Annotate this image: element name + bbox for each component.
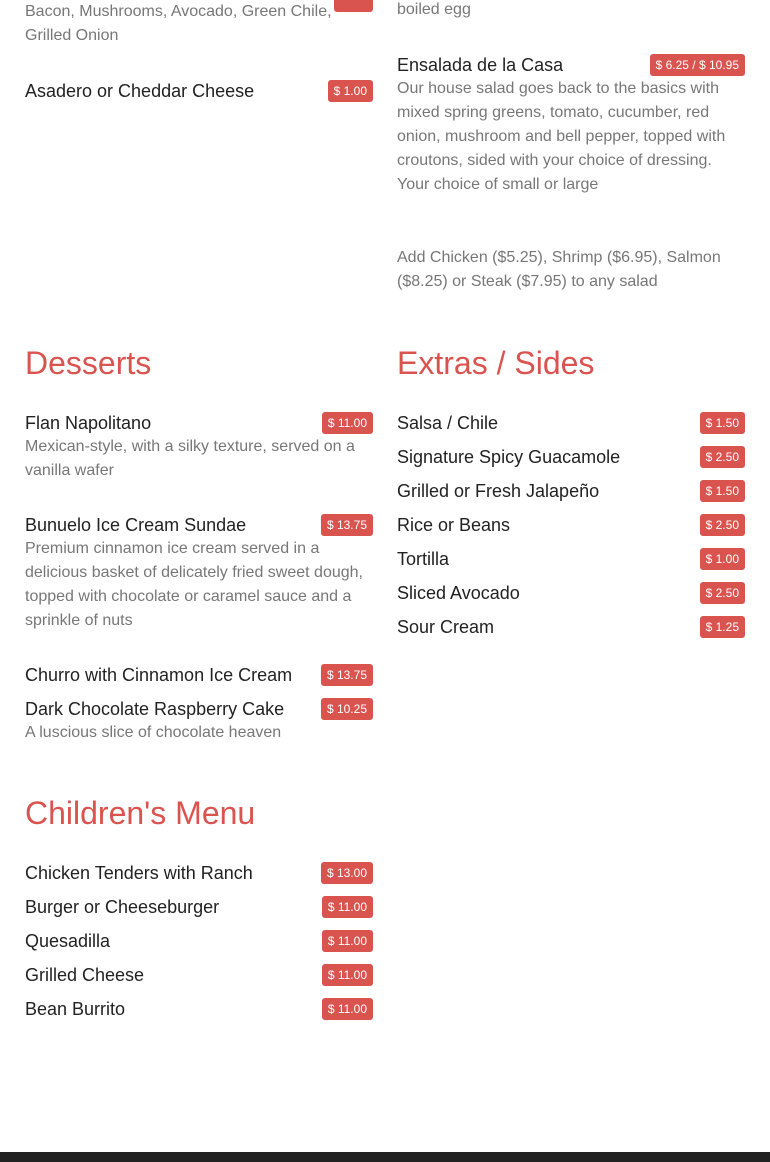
item-name: Asadero or Cheddar Cheese — [25, 81, 255, 101]
menu-item — [25, 663, 373, 687]
menu-item — [25, 513, 373, 633]
price-badge: $ 2.50 — [700, 582, 745, 604]
price-badge: $ 13.75 — [321, 664, 373, 686]
menu-item — [25, 861, 373, 885]
item-description: Mexican-style, with a silky texture, served on a vanilla wafer — [25, 438, 355, 479]
price-badge: $ 1.50 — [700, 412, 745, 434]
price-badge: $ 11.00 — [322, 896, 373, 918]
menu-item — [25, 697, 373, 745]
price-badge: $ 11.00 — [322, 964, 373, 986]
previous-item-description: Bacon, Mushrooms, Avocado, Green Chile, Grilled Onion — [25, 3, 332, 44]
price-badge: $ 11.00 — [322, 930, 373, 952]
menu-item — [25, 411, 373, 483]
price-badge: $ 13.00 — [321, 862, 373, 884]
menu-item — [397, 411, 745, 435]
price-badge: $ 13.75 — [321, 514, 373, 536]
item-name: Churro with Cinnamon Ice Cream — [25, 665, 293, 685]
menu-item — [25, 895, 373, 919]
previous-item-description: boiled egg — [397, 1, 471, 18]
price-badge — [334, 0, 373, 12]
menu-item — [397, 615, 745, 639]
item-description: Our house salad goes back to the basics with mixed spring greens, tomato, cucumber, red onion, mushroom and bell pepper, topped with croutons, sided with your choice of dressing. Your choice of small or large — [397, 80, 726, 193]
item-description: A luscious slice of chocolate heaven — [25, 724, 282, 741]
price-badge: $ 1.50 — [700, 480, 745, 502]
price-badge: $ 1.00 — [328, 80, 373, 102]
price-badge: $ 1.00 — [700, 548, 745, 570]
item-name: Grilled Cheese — [25, 965, 145, 985]
price-badge: $ 10.25 — [321, 698, 373, 720]
salad-addon-note: Add Chicken ($5.25), Shrimp ($6.95), Salmon ($8.25) or Steak ($7.95) to any salad — [397, 249, 721, 290]
item-name: Grilled or Fresh Jalapeño — [397, 481, 600, 501]
item-name: Flan Napolitano — [25, 413, 152, 433]
item-name: Burger or Cheeseburger — [25, 897, 220, 917]
item-name: Quesadilla — [25, 931, 111, 951]
item-name: Rice or Beans — [397, 515, 511, 535]
menu-item — [397, 513, 745, 537]
menu-item — [397, 53, 745, 197]
menu-item — [25, 79, 373, 103]
menu-item — [397, 479, 745, 503]
menu-item — [25, 929, 373, 953]
item-name: Chicken Tenders with Ranch — [25, 863, 253, 883]
item-name: Tortilla — [397, 549, 450, 569]
item-name: Sliced Avocado — [397, 583, 520, 603]
item-description: Premium cinnamon ice cream served in a delicious basket of delicately fried sweet dough, topped with chocolate or caramel sauce and a sprinkle of nuts — [25, 540, 363, 629]
section-title-extras-sides: Extras / Sides — [397, 345, 595, 381]
menu-item — [25, 963, 373, 987]
item-name: Bean Burrito — [25, 999, 126, 1019]
price-badge: $ 2.50 — [700, 446, 745, 468]
item-name: Bunuelo Ice Cream Sundae — [25, 515, 247, 535]
item-name: Signature Spicy Guacamole — [397, 447, 621, 467]
section-title-childrens-menu: Children's Menu — [25, 795, 256, 831]
price-badge: $ 2.50 — [700, 514, 745, 536]
section-title-desserts: Desserts — [25, 345, 152, 381]
item-name: Ensalada de la Casa — [397, 55, 564, 75]
price-badge: $ 11.00 — [322, 998, 373, 1020]
menu-item — [397, 445, 745, 469]
price-badge: $ 11.00 — [322, 412, 373, 434]
item-name: Sour Cream — [397, 617, 495, 637]
menu-item — [25, 997, 373, 1021]
item-name: Salsa / Chile — [397, 413, 499, 433]
menu-item — [397, 581, 745, 605]
menu-item — [397, 547, 745, 571]
footer-bar — [0, 1152, 770, 1162]
item-name: Dark Chocolate Raspberry Cake — [25, 699, 285, 719]
price-badge: $ 6.25 / $ 10.95 — [650, 54, 745, 76]
price-badge: $ 1.25 — [700, 616, 745, 638]
